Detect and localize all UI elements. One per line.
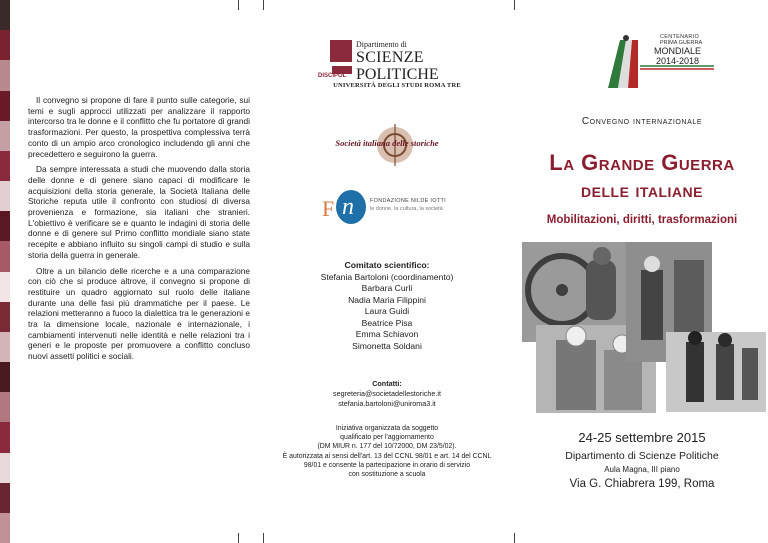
- centenary-line2: PRIMA GUERRA: [660, 40, 703, 46]
- sis-logo: [317, 120, 457, 170]
- committee-member: Barbara Curli: [361, 283, 413, 293]
- note-line: È autorizzata ai sensi dell'art. 13 del CCNL 98/01 e art. 14 del CCNL: [282, 452, 492, 460]
- dept-name-line2: POLITICHE: [356, 66, 439, 83]
- fn-tagline: le donne, la cultura, la società: [370, 206, 443, 212]
- centenary-logo: [606, 30, 716, 90]
- event-date: 24-25 settembre 2015: [578, 430, 706, 445]
- intro-text: [28, 95, 250, 367]
- discipol-tag: DISCIPOL: [318, 73, 347, 79]
- centenary-line4: 2014-2018: [656, 56, 700, 66]
- contacts: [262, 379, 512, 409]
- logo-square: [330, 40, 352, 62]
- centenary-line1: CENTENARIO: [660, 34, 700, 40]
- committee-member: Laura Guidi: [364, 306, 410, 316]
- email-link[interactable]: stefania.bartoloni@uniroma3.it: [338, 399, 436, 408]
- venue-address: Via G. Chiabrera 199, Roma: [569, 478, 715, 490]
- contacts-heading: Contatti:: [372, 379, 402, 388]
- photo-collage-graphic: [516, 240, 768, 415]
- scientific-committee: [262, 260, 512, 352]
- crop-mark: [514, 533, 515, 543]
- venue-room: Aula Magna, III piano: [604, 465, 680, 474]
- paragraph: Oltre a un bilancio delle ricerche e a una comparazione con ciò che si produce altrove, il convegno si propone di restituire un quadro aggiornato sul ruolo delle italiane durante una delle fasi più drammatiche per il paese. Le relazioni metteranno a fuoco la dialettica tra le generazioni e tra la dimensione locale, nazionale e internazionale, i cambiamenti intervenuti nelle identità e nelle relazioni tra i generi e le proposte per promuovere a conflitto concluso nuovi assetti politici e sociali.: [28, 265, 250, 362]
- note-line: 98/01 e consente la partecipazione in orario di servizio: [303, 461, 471, 469]
- note-line: con sostituzione a scuola: [348, 471, 426, 479]
- middle-panel: [262, 0, 512, 543]
- committee-heading: Comitato scientifico:: [344, 260, 430, 270]
- accreditation-note: [262, 424, 512, 479]
- committee-member: Simonetta Soldani: [352, 340, 422, 351]
- centenary-line3: MONDIALE: [654, 46, 702, 56]
- note-line: qualificato per l'aggiornamento: [340, 434, 434, 442]
- paragraph: Da sempre interessata a studi che muovendo dalla storia delle donne e di genere siano capaci di modificare le acquisizioni della storia generale, la Società Italiana delle Storiche reputa utile il confronto con studiosi di diversa provenienza e formazione, sia italiani che stranieri. L'obiettivo è verificare se e quanto le indagini di storia delle donne e di genere sul Primo conflitto mondiale siano state recepite e abbiano influito su singoli campi di studio e sulla storia della guerra in generale.: [28, 164, 250, 260]
- committee-member: Stefania Bartoloni (coordinamento): [320, 271, 454, 282]
- event-type: Convegno internazionale: [581, 116, 703, 127]
- dept-small-label: Dipartimento di: [356, 40, 407, 49]
- fondazione-logo: [322, 190, 472, 230]
- paragraph: Il convegno si propone di fare il punto sulle categorie, sui temi e sugli approcci utilizzati per analizzare il rapporto intercorso tra le donne e il conflitto che fu portatore di grandi trasformazioni. Per questo, la prospettiva complessiva terrà conto di un ampio arco cronologico includendo gli anni che precedettero e seguirono la guerra.: [28, 95, 250, 159]
- note-line: Iniziativa organizzata da soggetto: [335, 425, 439, 432]
- sis-logo-text: Società italiana delle storiche: [335, 138, 439, 148]
- color-bar: [0, 0, 10, 543]
- committee-member: Nadia Maria Filippini: [348, 294, 426, 305]
- subtitle: Mobilitazioni, diritti, trasformazioni: [546, 214, 738, 226]
- main-title-line2: delle italiane: [581, 180, 703, 202]
- main-title-line1: La Grande Guerra: [549, 150, 735, 175]
- crop-mark: [514, 0, 515, 10]
- venue-department: Dipartimento di Scienze Politiche: [565, 450, 719, 462]
- left-panel: [18, 0, 258, 543]
- fn-mark: F: [322, 196, 335, 221]
- email-link[interactable]: segreteria@societadellestoriche.it: [333, 389, 441, 398]
- dept-name-line1: SCIENZE: [356, 49, 424, 66]
- fn-n-icon: n: [342, 194, 354, 220]
- committee-member: Emma Schiavon: [355, 329, 419, 339]
- note-line: (DM MIUR n. 177 del 10/72000, DM 23/5/02).: [317, 443, 457, 451]
- university-name: UNIVERSITÀ DEGLI STUDI ROMA TRE: [333, 82, 461, 89]
- committee-member: Beatrice Pisa: [361, 317, 413, 328]
- right-panel: [516, 0, 768, 543]
- historical-photo-collage: [516, 240, 768, 415]
- fn-name: FONDAZIONE NILDE IOTTI: [370, 198, 446, 204]
